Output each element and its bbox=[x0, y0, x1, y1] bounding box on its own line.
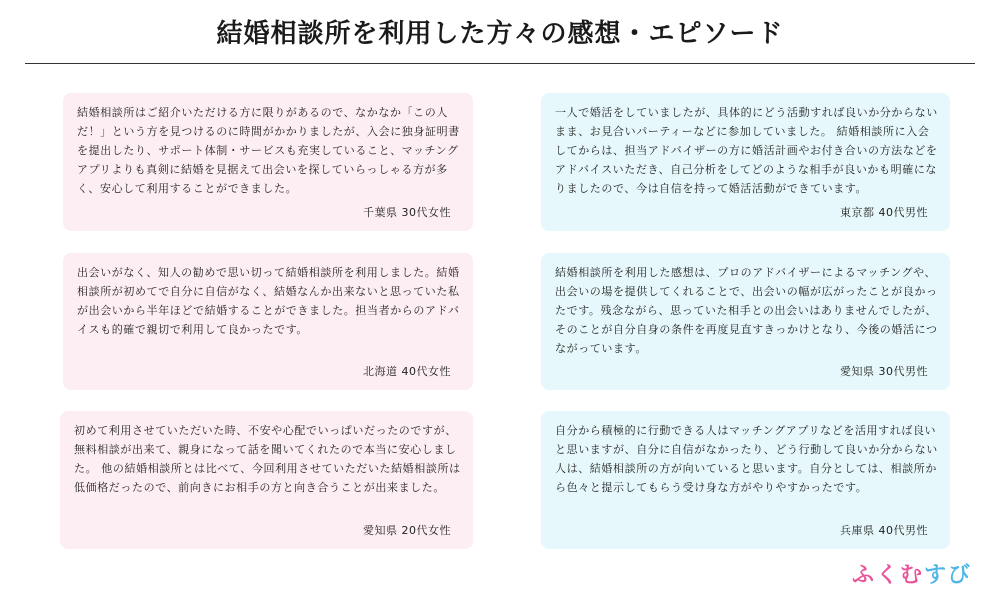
testimonial-author: 千葉県 30代女性 bbox=[363, 206, 451, 219]
testimonial-text: 結婚相談所を利用した感想は、プロのアドバイザーによるマッチングや、出会いの場を提供してくれることで、出会いの幅が広がったことが良かったです。残念ながら、思っていた相手との出会いはありませんでしたが、そのことが自分自身の条件を再度見直すきっかけとなり、今後の婚活につながっています。 bbox=[555, 266, 938, 355]
testimonial-text: 自分から積極的に行動できる人はマッチングアプリなどを活用すれば良いと思いますが、自分に自信がなかったり、どう行動して良いか分からない人は、結婚相談所の方が向いていると思います。自分としては、相談所から色々と提示してもらう受け身な方がやりやすかったです。 bbox=[555, 424, 938, 494]
testimonial-text: 出会いがなく、知人の勧めで思い切って結婚相談所を利用しました。結婚相談所が初めてで自分に自信がなく、結婚なんか出来ないと思っていた私が出会いから半年ほどで結婚することができました。担当者からのアドバイスも的確で親切で利用して良かったです。 bbox=[77, 266, 460, 336]
testimonial-author: 兵庫県 40代男性 bbox=[840, 524, 928, 537]
testimonial-card-aichi-male bbox=[541, 253, 950, 390]
testimonial-card-hyogo bbox=[541, 411, 950, 549]
testimonial-text: 一人で婚活をしていましたが、具体的にどう活動すれば良いか分からないまま、お見合いパーティーなどに参加していました。 結婚相談所に入会してからは、担当アドバイザーの方に婚活計画やお付き合いの方法などをアドバイスいただき、自己分析をしてどのような相手が良いかも明確になりましたので、今は自信を持って婚活活動ができています。 bbox=[555, 106, 938, 195]
brand-logo bbox=[852, 562, 972, 590]
testimonial-card-tokyo bbox=[541, 93, 950, 231]
testimonial-card-hokkaido bbox=[63, 253, 473, 390]
testimonial-author: 東京都 40代男性 bbox=[840, 206, 928, 219]
page-title: 結婚相談所を利用した方々の感想・エピソード bbox=[216, 19, 784, 49]
testimonial-author: 愛知県 30代男性 bbox=[840, 365, 928, 378]
brand-logo-part2: すび bbox=[923, 563, 972, 588]
testimonial-author: 愛知県 20代女性 bbox=[363, 524, 451, 537]
testimonial-card-chiba bbox=[63, 93, 473, 231]
testimonial-text: 結婚相談所はご紹介いただける方に限りがあるので、なかなか「この人だ！」という方を見つけるのに時間がかかりましたが、入会に独身証明書を提出したり、サポート体制・サービスも充実していること、マッチングアプリよりも真剣に結婚を見据えて出会いを探していらっしゃる方が多く、安心して利用することができました。 bbox=[77, 106, 460, 195]
testimonial-author: 北海道 40代女性 bbox=[363, 365, 451, 378]
testimonial-text: 初めて利用させていただいた時、不安や心配でいっぱいだったのですが、無料相談が出来て、親身になって話を聞いてくれたので本当に安心しました。 他の結婚相談所とは比べて、今回利用させていただいた結婚相談所は低価格だったので、前向きにお相手の方と向き合うことが出来ました。 bbox=[74, 424, 461, 494]
brand-logo-part1: ふくむ bbox=[851, 563, 924, 588]
title-divider bbox=[25, 63, 975, 64]
testimonial-card-aichi-female bbox=[60, 411, 473, 549]
